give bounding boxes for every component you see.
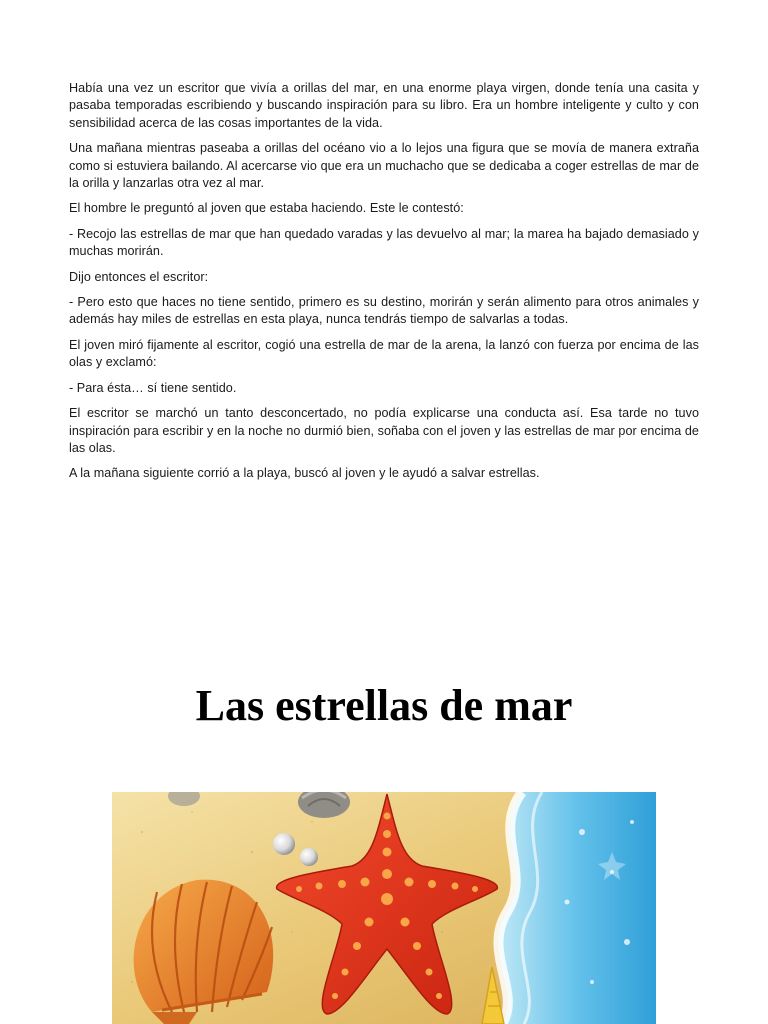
document-title: Las estrellas de mar (195, 681, 573, 730)
paragraph: Dijo entonces el escritor: (69, 269, 209, 284)
beach-illustration (112, 792, 656, 1024)
paragraph: Una mañana mientras paseaba a orillas del océano vio a lo lejos una figura que se movía de manera extraña como si estuviera bailando. Al acercarse vio que era un muchacho que se dedicaba a coger estrellas de mar de la orilla y lanzarlas otra vez al mar. (69, 141, 699, 191)
paragraph: El joven miró fijamente al escritor, cogió una estrella de mar de la arena, la lanzó con fuerza por encima de las olas y exclamó: (69, 337, 699, 370)
paragraph: El escritor se marchó un tanto desconcertado, no podía explicarse una conducta así. Esa tarde no tuvo inspiración para escribir y en la noche no durmió bien, soñaba con el joven y las estrellas de mar por encima de las olas. (69, 406, 699, 455)
paragraph: - Para ésta… sí tiene sentido. (69, 380, 237, 395)
paragraph: Había una vez un escritor que vivía a orillas del mar, en una enorme playa virgen, donde tenía una casita y pasaba temporadas escribiendo y buscando inspiración para su libro. Era un hombre inteligente y culto y con sensibilidad acerca de las cosas importantes de la vida. (69, 81, 699, 130)
story-text (69, 80, 699, 491)
paragraph: A la mañana siguiente corrió a la playa, buscó al joven y le ayudó a salvar estrellas. (69, 466, 540, 481)
paragraph: - Pero esto que haces no tiene sentido, primero es su destino, morirán y serán alimento para otros animales y además hay miles de estrellas en esta playa, nunca tendrás tiempo de salvarlas a todas. (69, 295, 699, 327)
paragraph: - Recojo las estrellas de mar que han quedado varadas y las devuelvo al mar; la marea ha bajado demasiado y muchas morirán. (69, 226, 699, 259)
wave-icon (498, 792, 656, 1024)
paragraph: El hombre le preguntó al joven que estaba haciendo. Este le contestó: (69, 201, 464, 216)
